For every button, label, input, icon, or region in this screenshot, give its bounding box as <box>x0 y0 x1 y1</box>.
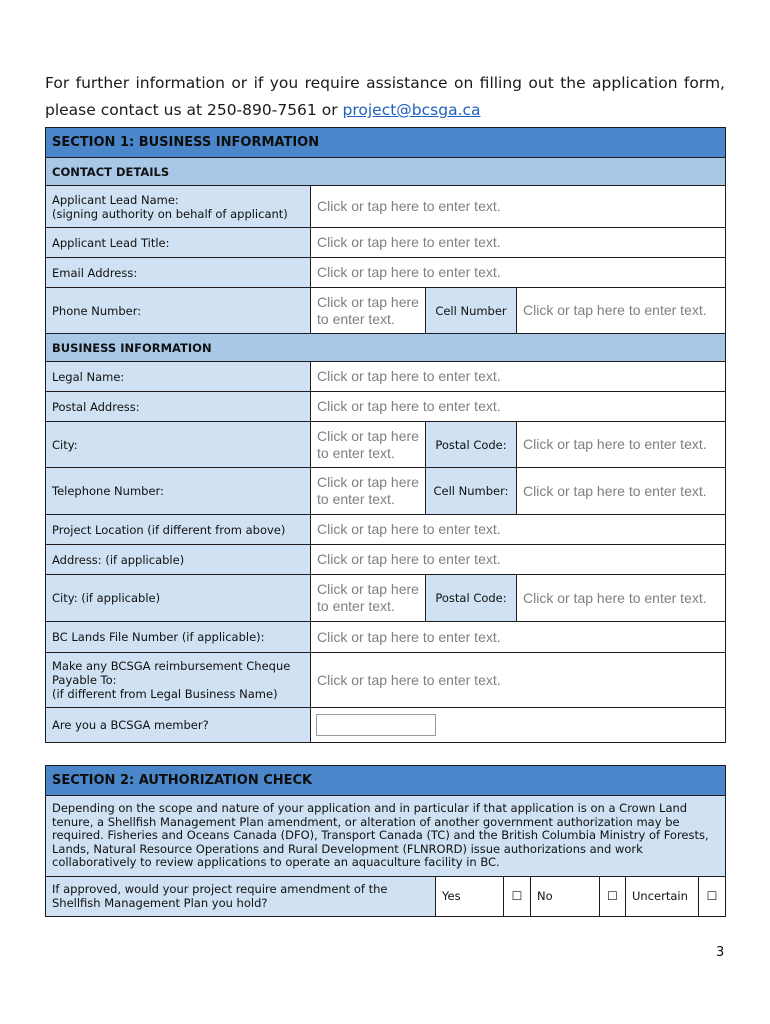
bc-lands-label: BC Lands File Number (if applicable): <box>46 622 311 653</box>
intro-text: For further information or if you require assistance on filling out the application form, please contact us at 250-890-7561 or <box>45 74 725 119</box>
telephone-field[interactable]: Click or tap here to enter text. <box>311 468 426 515</box>
page-number: 3 <box>716 945 725 960</box>
member-cell <box>311 708 726 743</box>
lead-name-label: Applicant Lead Name: (signing authority on behalf of applicant) <box>46 186 311 228</box>
city-opt-field[interactable]: Click or tap here to enter text. <box>311 575 426 622</box>
section2-table <box>45 765 726 917</box>
postal-code-field[interactable]: Click or tap here to enter text. <box>517 422 726 468</box>
address-label: Address: (if applicable) <box>46 545 311 575</box>
contact-email-link[interactable]: project@bcsga.ca <box>342 101 481 119</box>
cheque-payable-label: Make any BCSGA reimbursement Cheque Payable To: (if different from Legal Business Name) <box>46 653 311 708</box>
cell-number-field[interactable]: Click or tap here to enter text. <box>517 288 726 334</box>
uncertain-label: Uncertain <box>626 876 699 916</box>
authorization-description: Depending on the scope and nature of your application and in particular if that application is on a Crown Land tenure, a Shellfish Management Plan amendment, or alteration of another government authorization may be required. Fisheries and Oceans Canada (DFO), Transport Canada (TC) and the British Columbia Ministry of Forests, Lands, Natural Resource Operations and Rural Development (FLNRORD) issue authorizations and work collaboratively to review applications to operate an aquaculture facility in BC. <box>46 796 726 877</box>
bc-lands-field[interactable]: Click or tap here to enter text. <box>311 622 726 653</box>
phone-label: Phone Number: <box>46 288 311 334</box>
section1-title: SECTION 1: BUSINESS INFORMATION <box>46 128 726 158</box>
section1-table <box>45 127 726 743</box>
cell-number-field-2[interactable]: Click or tap here to enter text. <box>517 468 726 515</box>
cheque-payable-field[interactable]: Click or tap here to enter text. <box>311 653 726 708</box>
postal-code-label: Postal Code: <box>426 422 517 468</box>
project-location-field[interactable]: Click or tap here to enter text. <box>311 515 726 545</box>
lead-name-field[interactable]: Click or tap here to enter text. <box>311 186 726 228</box>
telephone-label: Telephone Number: <box>46 468 311 515</box>
address-field[interactable]: Click or tap here to enter text. <box>311 545 726 575</box>
city-label: City: <box>46 422 311 468</box>
cell-number-label-2: Cell Number: <box>426 468 517 515</box>
amendment-question: If approved, would your project require amendment of the Shellfish Management Plan you hold? <box>46 876 436 916</box>
postal-code-field-2[interactable]: Click or tap here to enter text. <box>517 575 726 622</box>
email-label: Email Address: <box>46 258 311 288</box>
no-label: No <box>531 876 600 916</box>
member-label: Are you a BCSGA member? <box>46 708 311 743</box>
city-field[interactable]: Click or tap here to enter text. <box>311 422 426 468</box>
lead-title-field[interactable]: Click or tap here to enter text. <box>311 228 726 258</box>
intro-paragraph <box>45 70 725 124</box>
legal-name-field[interactable]: Click or tap here to enter text. <box>311 362 726 392</box>
postal-code-label-2: Postal Code: <box>426 575 517 622</box>
no-checkbox[interactable]: ☐ <box>600 876 626 916</box>
uncertain-checkbox[interactable]: ☐ <box>699 876 726 916</box>
phone-field[interactable]: Click or tap here to enter text. <box>311 288 426 334</box>
yes-label: Yes <box>436 876 504 916</box>
member-dropdown[interactable] <box>316 714 436 736</box>
yes-checkbox[interactable]: ☐ <box>504 876 531 916</box>
section2-title: SECTION 2: AUTHORIZATION CHECK <box>46 766 726 796</box>
cell-number-label: Cell Number <box>426 288 517 334</box>
city-opt-label: City: (if applicable) <box>46 575 311 622</box>
email-field[interactable]: Click or tap here to enter text. <box>311 258 726 288</box>
project-location-label: Project Location (if different from above) <box>46 515 311 545</box>
business-info-header: BUSINESS INFORMATION <box>46 334 726 362</box>
postal-address-field[interactable]: Click or tap here to enter text. <box>311 392 726 422</box>
legal-name-label: Legal Name: <box>46 362 311 392</box>
lead-title-label: Applicant Lead Title: <box>46 228 311 258</box>
contact-details-header: CONTACT DETAILS <box>46 158 726 186</box>
postal-address-label: Postal Address: <box>46 392 311 422</box>
